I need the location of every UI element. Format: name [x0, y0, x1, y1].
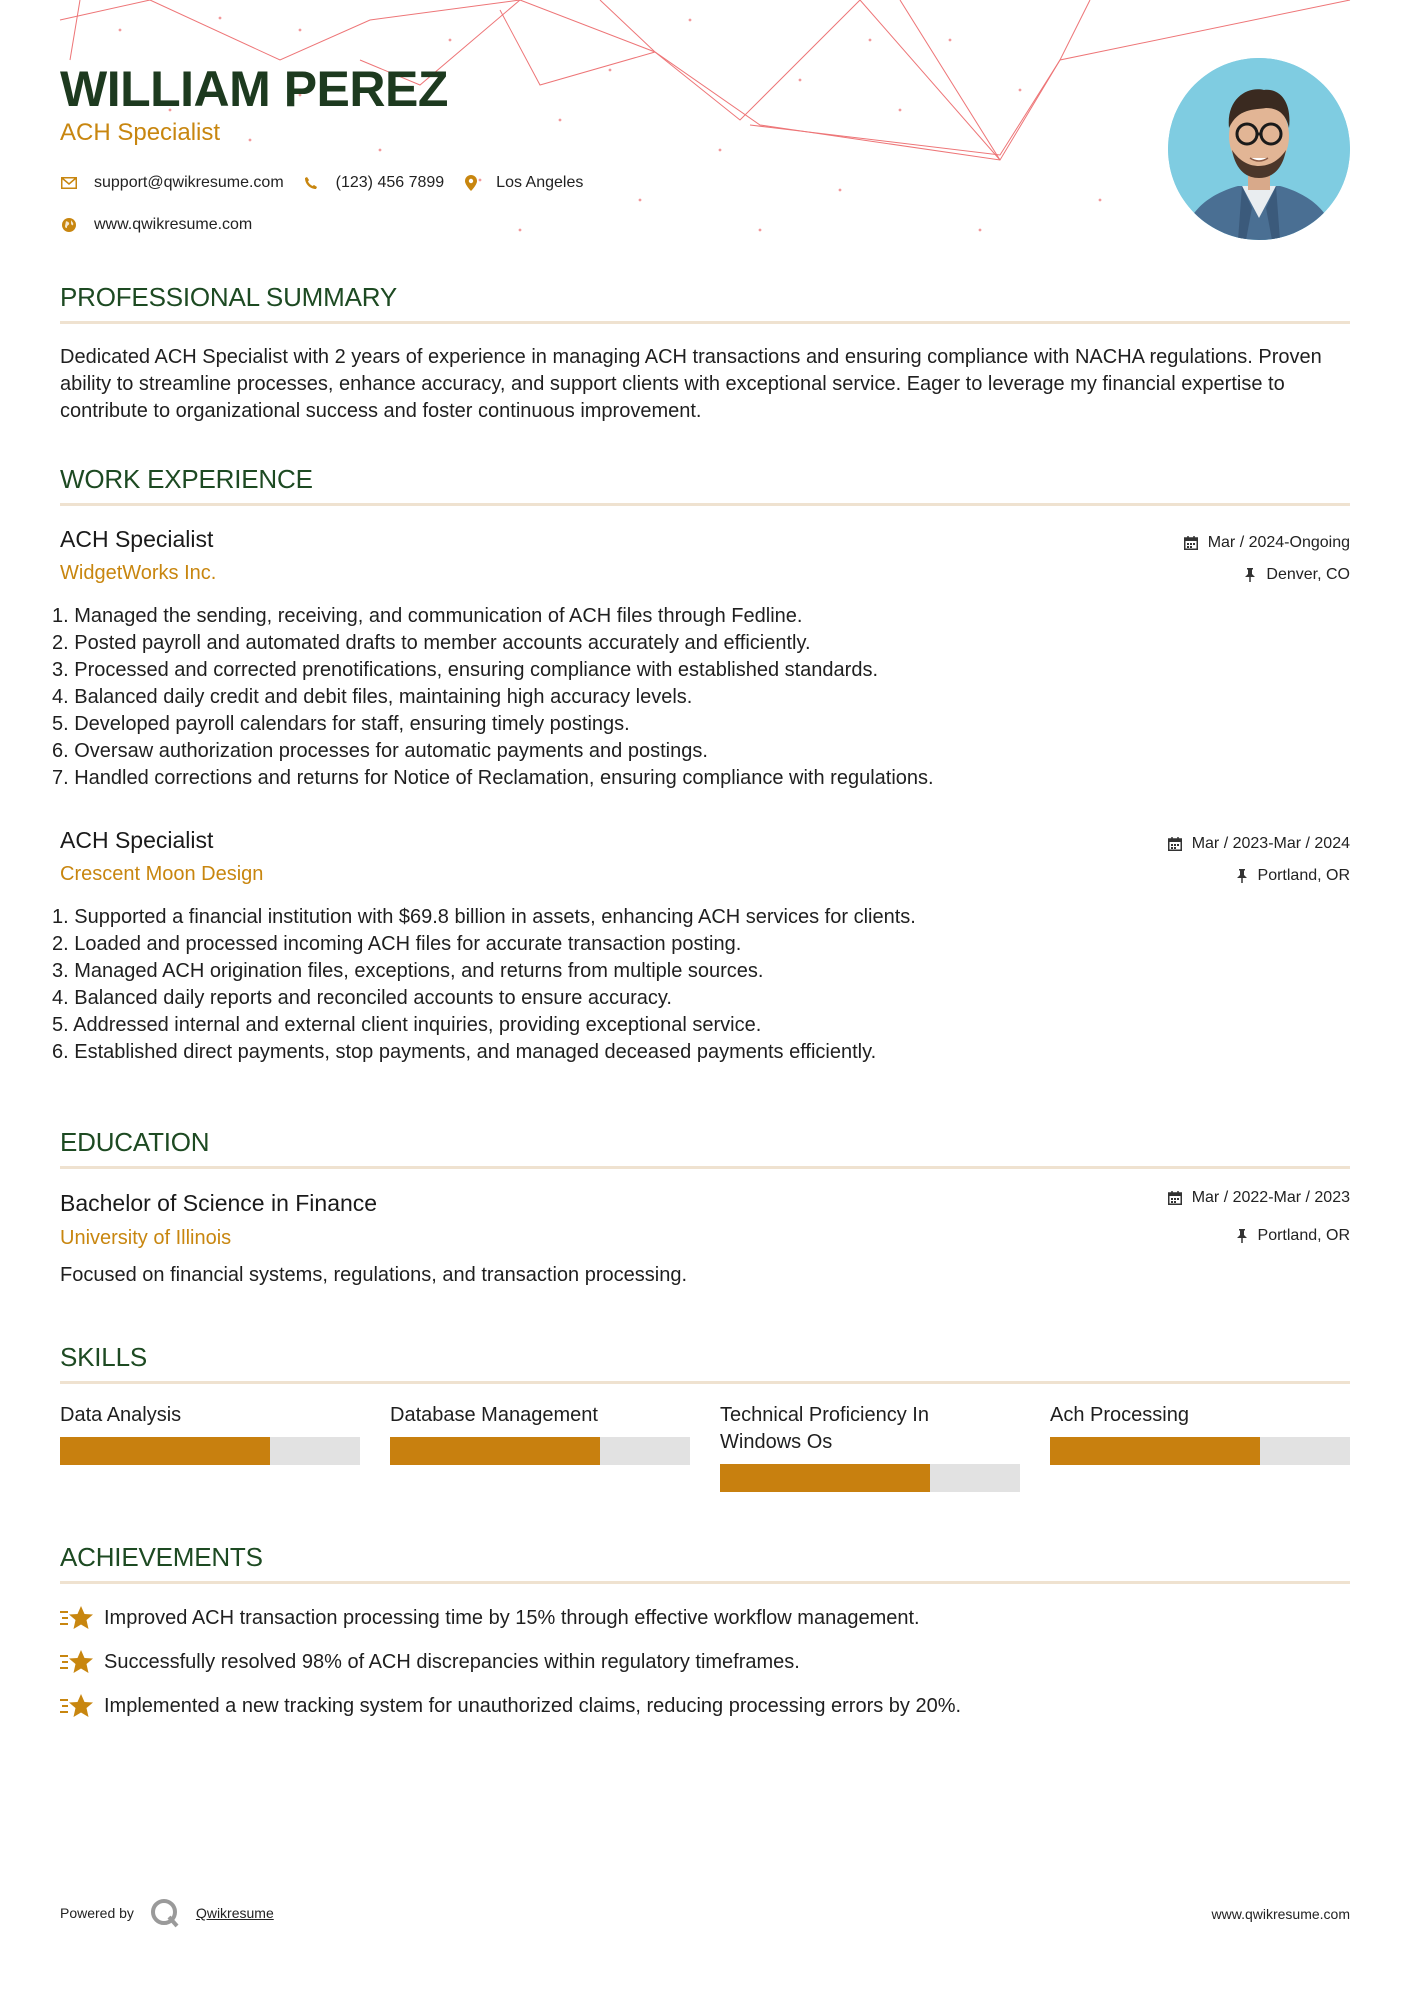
pushpin-icon [1236, 1229, 1248, 1243]
section-title-skills: SKILLS [60, 1342, 147, 1372]
section-title-education: EDUCATION [60, 1127, 210, 1157]
pushpin-icon [1236, 869, 1248, 883]
candidate-title: ACH Specialist [60, 119, 221, 146]
job-role: ACH Specialist [60, 526, 214, 552]
job-location [1244, 566, 1350, 584]
education-description: Focused on financial systems, regulations, and transaction processing. [60, 1264, 688, 1286]
skill-name: Data Analysis [60, 1404, 182, 1426]
mail-icon [60, 174, 78, 192]
globe-icon [60, 216, 78, 234]
powered-by-label: Powered by [60, 1905, 134, 1921]
skill-item [390, 1402, 690, 1465]
skill-bar-fill [390, 1437, 600, 1465]
education-school: University of Illinois [60, 1227, 232, 1249]
list-item: 5. Addressed internal and external client inquiries, providing exceptional service. [52, 1014, 762, 1036]
avatar [1168, 58, 1350, 240]
contact-phone[interactable] [302, 174, 445, 192]
achievement-text: Implemented a new tracking system for unauthorized claims, reducing processing errors by 20%. [104, 1694, 962, 1717]
job-bullets [52, 904, 916, 1066]
skill-bar [720, 1464, 1020, 1492]
footer-powered-by [60, 1898, 274, 1928]
section-title-experience: WORK EXPERIENCE [60, 464, 313, 494]
list-item: 2. Loaded and processed incoming ACH files for accurate transaction posting. [52, 933, 742, 955]
list-item: 5. Developed payroll calendars for staff, ensuring timely postings. [52, 713, 630, 735]
location-pin-icon [462, 174, 480, 192]
section-divider [60, 321, 1350, 324]
list-item: 2. Posted payroll and automated drafts to member accounts accurately and efficiently. [52, 632, 811, 654]
qwikresume-link[interactable]: Qwikresume [195, 1905, 274, 1921]
job-company: WidgetWorks Inc. [60, 562, 217, 584]
job-dates-text: Mar / 2023-Mar / 2024 [1191, 835, 1350, 852]
contact-location [462, 174, 583, 192]
job-location-text: Denver, CO [1266, 566, 1350, 583]
calendar-icon [1184, 536, 1198, 550]
list-item: 7. Handled corrections and returns for Notice of Reclamation, ensuring compliance with regulations. [52, 767, 934, 789]
achievement-item [60, 1604, 920, 1632]
education-dates-text: Mar / 2022-Mar / 2023 [1191, 1189, 1350, 1206]
job-dates-text: Mar / 2024-Ongoing [1207, 534, 1350, 551]
skill-bar [60, 1437, 360, 1465]
list-item: 4. Balanced daily reports and reconciled accounts to ensure accuracy. [52, 987, 672, 1009]
footer-website[interactable]: www.qwikresume.com [1211, 1906, 1350, 1922]
list-item: 6. Established direct payments, stop payments, and managed deceased payments efficiently. [52, 1041, 877, 1063]
list-item: 6. Oversaw authorization processes for automatic payments and postings. [52, 740, 708, 762]
job-location-text: Portland, OR [1257, 867, 1350, 884]
avatar-illustration [1168, 58, 1350, 240]
contact-website[interactable] [60, 216, 252, 234]
phone-text: (123) 456 7899 [335, 174, 445, 191]
section-divider [60, 503, 1350, 506]
job-company: Crescent Moon Design [60, 863, 264, 885]
list-item: 1. Supported a financial institution with $69.8 billion in assets, enhancing ACH services for clients. [52, 906, 916, 928]
location-text: Los Angeles [496, 174, 584, 191]
section-divider [60, 1166, 1350, 1169]
job-location [1236, 867, 1350, 885]
calendar-icon [1168, 837, 1182, 851]
education-location [1236, 1227, 1350, 1245]
section-title-summary: PROFESSIONAL SUMMARY [60, 282, 397, 312]
section-divider [60, 1381, 1350, 1384]
phone-icon [302, 174, 320, 192]
skill-bar-fill [1050, 1437, 1260, 1465]
summary-text: Dedicated ACH Specialist with 2 years of experience in managing ACH transactions and ensuring compliance with NACHA regulations. Proven ability to streamline processes, enhance accuracy, and support clients with exceptional service. Eager to leverage my financial expertise to contribute to organizational success and foster continuous improvement. [60, 346, 1322, 422]
skill-item [720, 1402, 1020, 1492]
candidate-name: WILLIAM PEREZ [60, 61, 448, 117]
calendar-icon [1168, 1191, 1182, 1205]
section-divider [60, 1581, 1350, 1584]
skill-item [1050, 1402, 1350, 1465]
star-icon [60, 1648, 94, 1676]
job-bullets [52, 603, 934, 792]
contact-email[interactable] [60, 174, 284, 192]
job-dates [1168, 835, 1350, 853]
skill-bar-fill [60, 1437, 270, 1465]
job-dates [1184, 534, 1350, 552]
list-item: 3. Managed ACH origination files, exceptions, and returns from multiple sources. [52, 960, 764, 982]
pushpin-icon [1244, 568, 1256, 582]
star-icon [60, 1692, 94, 1720]
email-text: support@qwikresume.com [94, 174, 284, 191]
achievement-item [60, 1648, 800, 1676]
achievement-item [60, 1692, 961, 1720]
achievement-text: Successfully resolved 98% of ACH discrepancies within regulatory timeframes. [104, 1650, 800, 1673]
website-text: www.qwikresume.com [94, 216, 253, 233]
skill-bar-fill [720, 1464, 930, 1492]
section-title-achievements: ACHIEVEMENTS [60, 1542, 263, 1572]
education-location-text: Portland, OR [1257, 1227, 1350, 1244]
qwikresume-logo-icon [150, 1898, 180, 1928]
list-item: 3. Processed and corrected prenotifications, ensuring compliance with established standards. [52, 659, 879, 681]
education-degree: Bachelor of Science in Finance [60, 1190, 378, 1216]
skill-bar [1050, 1437, 1350, 1465]
star-icon [60, 1604, 94, 1632]
education-dates [1168, 1189, 1350, 1207]
skill-name: Database Management [390, 1404, 598, 1426]
contact-row-2 [60, 216, 270, 234]
list-item: 1. Managed the sending, receiving, and communication of ACH files through Fedline. [52, 605, 803, 627]
job-role: ACH Specialist [60, 827, 214, 853]
skill-bar [390, 1437, 690, 1465]
skill-name: Ach Processing [1050, 1404, 1189, 1426]
list-item: 4. Balanced daily credit and debit files, maintaining high accuracy levels. [52, 686, 693, 708]
contact-row [60, 174, 601, 192]
achievement-text: Improved ACH transaction processing time by 15% through effective workflow management. [104, 1606, 920, 1629]
skill-name: Technical Proficiency In Windows Os [720, 1404, 929, 1453]
skill-item [60, 1402, 360, 1465]
